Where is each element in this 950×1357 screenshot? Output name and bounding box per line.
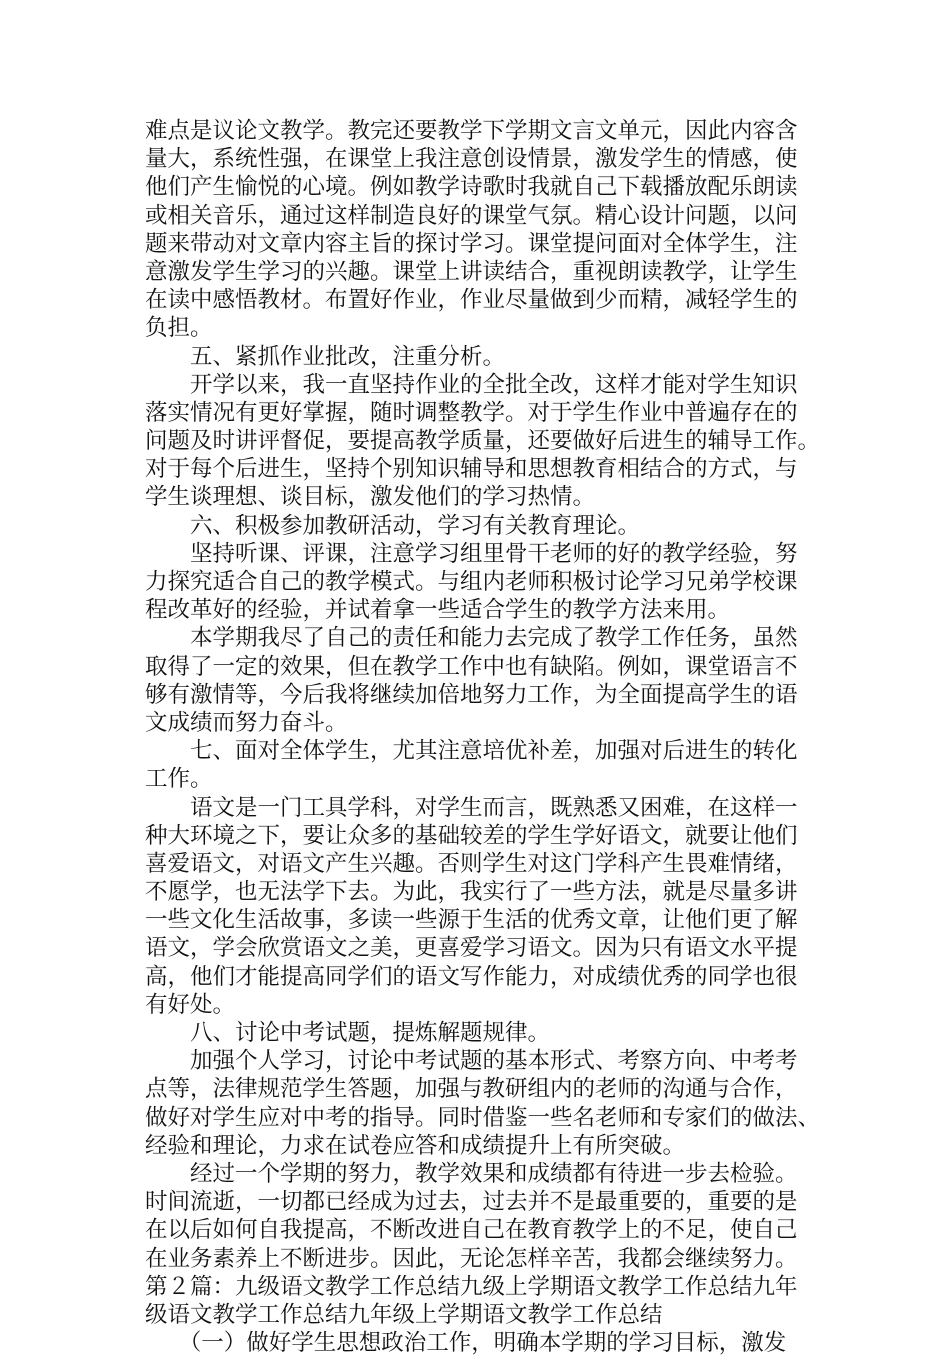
text-line: 五、紧抓作业批改，注重分析。 bbox=[145, 343, 506, 370]
text-line: 有好处。 bbox=[145, 991, 236, 1018]
text-line: 加强个人学习，讨论中考试题的基本形式、考察方向、中考考 bbox=[145, 1048, 798, 1075]
text-line: 第２篇：九级语文教学工作总结九级上学期语文教学工作总结九年 bbox=[145, 1273, 798, 1300]
document-body-text bbox=[145, 117, 825, 1357]
text-line: 工作。 bbox=[145, 766, 213, 793]
text-line: 八、讨论中考试题，提炼解题规律。 bbox=[145, 1020, 551, 1046]
text-line: 做好对学生应对中考的指导。同时借鉴一些名老师和专家们的做法、 bbox=[145, 1104, 821, 1131]
text-line: 落实情况有更好掌握，随时调整教学。对于学生作业中普遍存在的 bbox=[145, 399, 798, 426]
text-line: 意激发学生学习的兴趣。课堂上讲读结合，重视朗读教学，让学生 bbox=[145, 258, 798, 285]
text-line: 高，他们才能提高同学们的语文写作能力，对成绩优秀的同学也很 bbox=[145, 963, 798, 990]
text-line: 点等，法律规范学生答题，加强与教研组内的老师的沟通与合作， bbox=[145, 1076, 798, 1103]
text-line: （一）做好学生思想政治工作，明确本学期的学习目标，激发 bbox=[145, 1330, 787, 1357]
text-line: 本学期我尽了自己的责任和能力去完成了教学工作任务，虽然 bbox=[145, 625, 798, 652]
text-line: 在业务素养上不断进步。因此，无论怎样辛苦，我都会继续努力。 bbox=[145, 1245, 798, 1272]
text-line: 语文，学会欣赏语文之美，更喜爱学习语文。因为只有语文水平提 bbox=[145, 935, 798, 962]
text-line: 难点是议论文教学。教完还要教学下学期文言文单元，因此内容含 bbox=[145, 118, 798, 144]
text-line: 语文是一门工具学科，对学生而言，既熟悉又困难，在这样一 bbox=[145, 794, 798, 821]
text-line: 他们产生愉悦的心境。例如教学诗歌时我就自己下载播放配乐朗读 bbox=[145, 174, 798, 201]
text-line: 喜爱语文，对语文产生兴趣。否则学生对这门学科产生畏难情绪， bbox=[145, 850, 798, 877]
text-line: 力探究适合自己的教学模式。与组内老师积极讨论学习兄弟学校课 bbox=[145, 569, 798, 595]
text-line: 在以后如何自我提高，不断改进自己在教育教学上的不足，使自己 bbox=[145, 1217, 798, 1244]
text-line: 取得了一定的效果，但在教学工作中也有缺陷。例如，课堂语言不 bbox=[145, 653, 798, 680]
text-line: 或相关音乐，通过这样制造良好的课堂气氛。精心设计问题，以问 bbox=[145, 202, 798, 229]
text-line: 题来带动对文章内容主旨的探讨学习。课堂提问面对全体学生，注 bbox=[145, 230, 798, 257]
text-line: 一些文化生活故事，多读一些源于生活的优秀文章，让他们更了解 bbox=[145, 907, 798, 934]
text-line: 开学以来，我一直坚持作业的全批全改，这样才能对学生知识 bbox=[145, 371, 798, 398]
text-line: 七、面对全体学生，尤其注意培优补差，加强对后进生的转化 bbox=[145, 738, 798, 765]
text-line: 坚持听课、评课，注意学习组里骨干老师的好的教学经验，努 bbox=[145, 540, 798, 567]
text-line: 级语文教学工作总结九年级上学期语文教学工作总结 bbox=[145, 1301, 663, 1328]
text-line: 不愿学，也无法学下去。为此，我实行了一些方法，就是尽量多讲 bbox=[145, 879, 798, 906]
text-line: 负担。 bbox=[145, 315, 213, 342]
text-line: 程改革好的经验，并试着拿一些适合学生的教学方法来用。 bbox=[145, 597, 731, 624]
text-line: 量大，系统性强，在课堂上我注意创设情景，激发学生的情感，使 bbox=[145, 146, 798, 173]
text-line: 问题及时讲评督促，要提高教学质量，还要做好后进生的辅导工作。 bbox=[145, 428, 821, 455]
text-line: 够有激情等，今后我将继续加倍地努力工作，为全面提高学生的语 bbox=[145, 681, 798, 708]
text-line: 文成绩而努力奋斗。 bbox=[145, 709, 348, 736]
text-line: 对于每个后进生，坚持个别知识辅导和思想教育相结合的方式，与 bbox=[145, 456, 798, 483]
text-line: 在读中感悟教材。布置好作业，作业尽量做到少而精，减轻学生的 bbox=[145, 287, 798, 314]
text-line: 经过一个学期的努力，教学效果和成绩都有待进一步去检验。 bbox=[145, 1160, 798, 1187]
text-line: 经验和理论，力求在试卷应答和成绩提升上有所突破。 bbox=[145, 1132, 686, 1159]
text-line: 六、积极参加教研活动，学习有关教育理论。 bbox=[145, 512, 641, 539]
text-line: 时间流逝，一切都已经成为过去，过去并不是最重要的，重要的是 bbox=[145, 1189, 798, 1216]
text-line: 种大环境之下，要让众多的基础较差的学生学好语文，就要让他们 bbox=[145, 822, 798, 849]
text-line: 学生谈理想、谈目标，激发他们的学习热情。 bbox=[145, 484, 596, 511]
